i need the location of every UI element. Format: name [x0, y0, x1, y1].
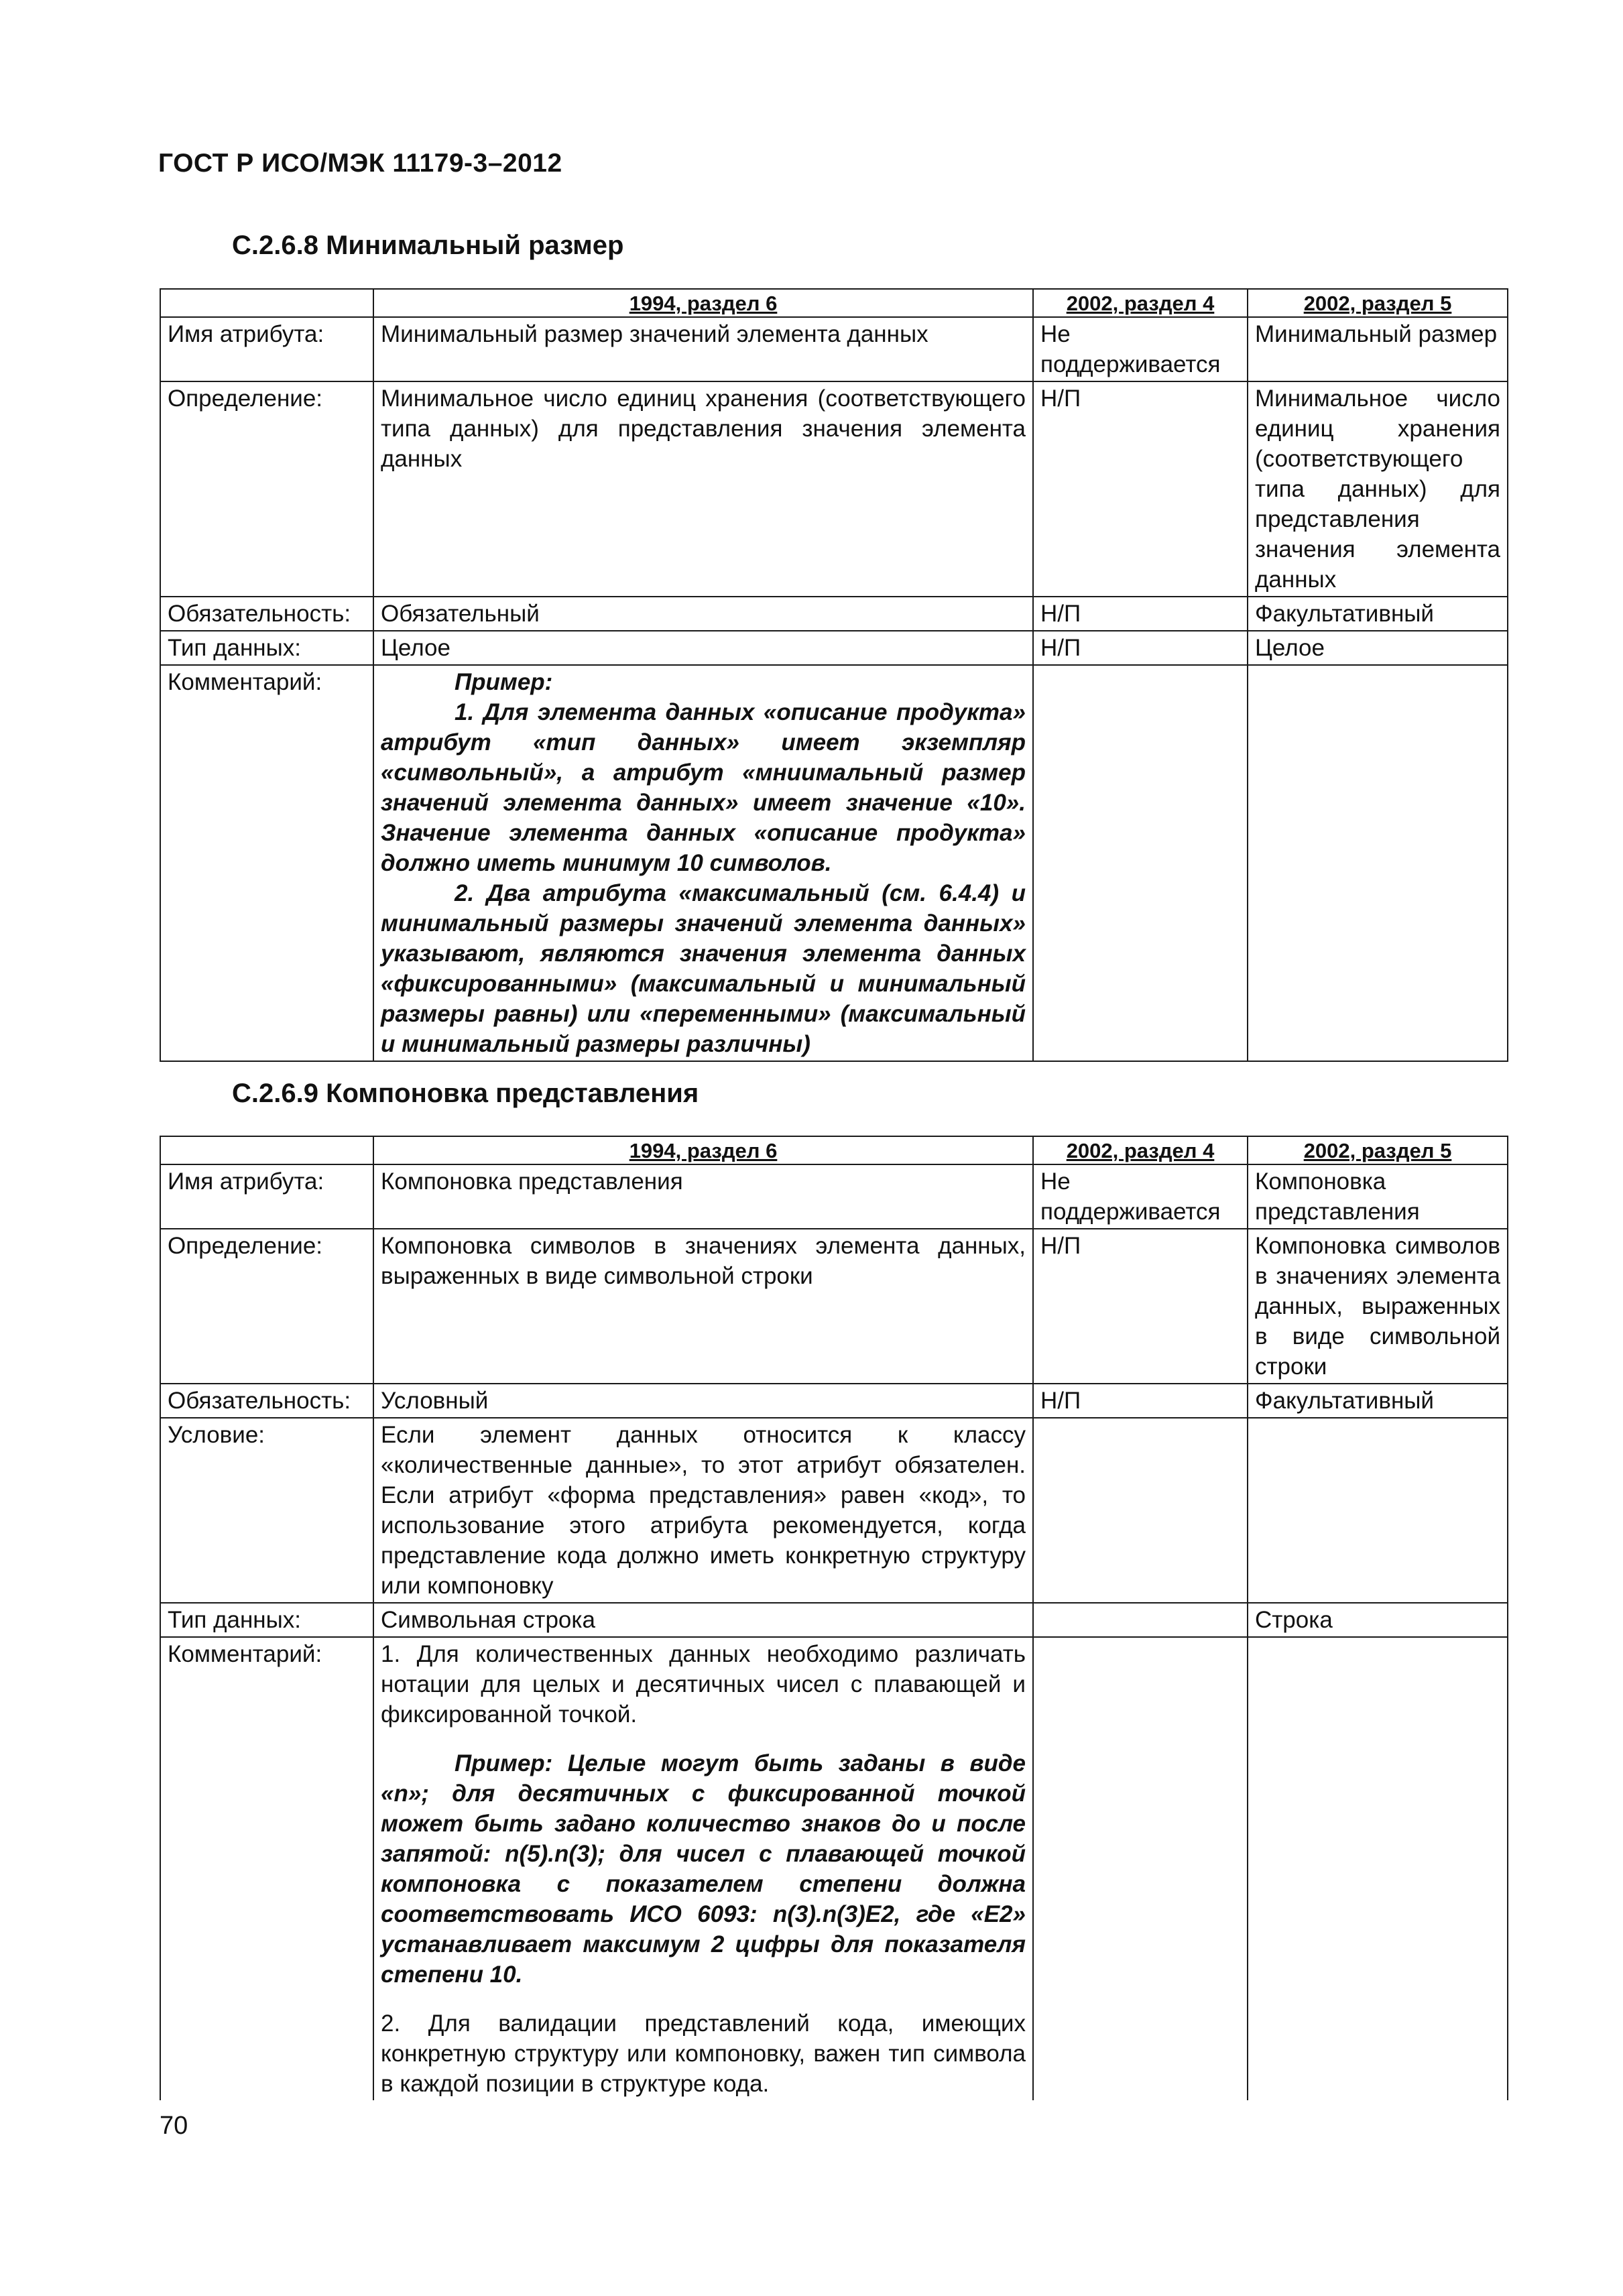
table-row-attribute-name: [160, 317, 1508, 381]
row-label: Тип данных:: [160, 631, 373, 665]
cell-2002-4: Не поддерживается: [1033, 317, 1248, 381]
example-paragraph-2: 2. Два атрибута «максимальный (см. 6.4.4) и минимальный размеры значений элемента данных» указывают, являются значения элемента данных «фиксированными» (максимальный и минимальный размеры равны) или «переменными» (максимальный и минимальный размеры различны): [381, 880, 1026, 1057]
header-cell-2002-5: 2002, раздел 5: [1248, 289, 1508, 317]
row-label: Комментарий:: [160, 1637, 373, 2100]
cell-2002-5: [1248, 1418, 1508, 1603]
cell-1994: Компоновка символов в значениях элемента данных, выраженных в виде символьной строки: [373, 1229, 1033, 1384]
cell-2002-4: [1033, 665, 1248, 1061]
cell-2002-4: Н/П: [1033, 597, 1248, 631]
table-row-comment: [160, 1637, 1508, 2100]
cell-1994: Минимальный размер значений элемента данных: [373, 317, 1033, 381]
cell-2002-5: Компоновка символов в значениях элемента данных, выраженных в виде символьной строки: [1248, 1229, 1508, 1384]
section-title-min-size: С.2.6.8 Минимальный размер: [232, 231, 624, 260]
header-cell-2002-4: 2002, раздел 4: [1033, 289, 1248, 317]
header-cell-2002-5: 2002, раздел 5: [1248, 1136, 1508, 1164]
cell-1994: Если элемент данных относится к классу «количественные данные», то этот атрибут обязателен. Если атрибут «форма представления» равен «код», то использование этого атрибута рекомендуется, когда представление кода должно иметь конкретную структуру или компоновку: [373, 1418, 1033, 1603]
row-label: Обязательность:: [160, 1384, 373, 1418]
cell-1994: Условный: [373, 1384, 1033, 1418]
cell-2002-5: [1248, 665, 1508, 1061]
cell-1994: [373, 1637, 1033, 2100]
row-label: Комментарий:: [160, 665, 373, 1061]
row-label: Тип данных:: [160, 1603, 373, 1637]
table-header-row: [160, 1136, 1508, 1164]
cell-2002-5: Минимальное число единиц хранения (соответствующего типа данных) для представления значения элемента данных: [1248, 381, 1508, 597]
header-cell-empty: [160, 289, 373, 317]
row-label: Имя атрибута:: [160, 317, 373, 381]
attribute-table-min-size: [160, 288, 1508, 1062]
cell-2002-5: Строка: [1248, 1603, 1508, 1637]
attribute-table-representation-layout: [160, 1136, 1508, 2100]
example-paragraph-1: 1. Для элемента данных «описание продукта» атрибут «тип данных» имеет экземпляр «символьный», а атрибут «мниимальный размер значений элемента данных» имеет значение «10». Значение элемента данных «описание продукта» должно иметь минимум 10 символов.: [381, 699, 1026, 876]
table-row-datatype: [160, 1603, 1508, 1637]
cell-2002-5: Минимальный размер: [1248, 317, 1508, 381]
cell-1994: Компоновка представления: [373, 1164, 1033, 1229]
cell-2002-4: [1033, 1418, 1248, 1603]
cell-2002-5: [1248, 1637, 1508, 2100]
table-header-row: [160, 289, 1508, 317]
comment-paragraph-2: 2. Для валидации представлений кода, имеющих конкретную структуру или компоновку, важен тип символа в каждой позиции в структуре кода.: [381, 2010, 1026, 2097]
table-row-definition: [160, 381, 1508, 597]
row-label: Имя атрибута:: [160, 1164, 373, 1229]
table-row-definition: [160, 1229, 1508, 1384]
row-label: Условие:: [160, 1418, 373, 1603]
header-cell-2002-4: 2002, раздел 4: [1033, 1136, 1248, 1164]
cell-2002-4: Не поддерживается: [1033, 1164, 1248, 1229]
page-number: 70: [160, 2112, 188, 2140]
row-label: Определение:: [160, 1229, 373, 1384]
cell-1994: Минимальное число единиц хранения (соответствующего типа данных) для представления значения элемента данных: [373, 381, 1033, 597]
example-title: Пример:: [455, 669, 553, 695]
table-row-condition: [160, 1418, 1508, 1603]
cell-2002-4: [1033, 1637, 1248, 2100]
cell-2002-4: Н/П: [1033, 1384, 1248, 1418]
table-row-attribute-name: [160, 1164, 1508, 1229]
cell-1994: [373, 665, 1033, 1061]
header-cell-empty: [160, 1136, 373, 1164]
cell-2002-5: Целое: [1248, 631, 1508, 665]
table-row-obligation: [160, 597, 1508, 631]
cell-1994: Символьная строка: [373, 1603, 1033, 1637]
header-cell-1994: 1994, раздел 6: [373, 289, 1033, 317]
table-row-comment: [160, 665, 1508, 1061]
cell-2002-5: Компоновка представления: [1248, 1164, 1508, 1229]
cell-2002-4: Н/П: [1033, 1229, 1248, 1384]
header-cell-1994: 1994, раздел 6: [373, 1136, 1033, 1164]
cell-2002-5: Факультативный: [1248, 597, 1508, 631]
cell-2002-4: Н/П: [1033, 631, 1248, 665]
cell-1994: Целое: [373, 631, 1033, 665]
document-code-header: ГОСТ Р ИСО/МЭК 11179-3–2012: [158, 149, 562, 178]
row-label: Определение:: [160, 381, 373, 597]
cell-2002-4: Н/П: [1033, 381, 1248, 597]
table-row-datatype: [160, 631, 1508, 665]
cell-1994: Обязательный: [373, 597, 1033, 631]
cell-2002-5: Факультативный: [1248, 1384, 1508, 1418]
comment-example: Пример: Целые могут быть заданы в виде «n»; для десятичных с фиксированной точкой может быть задано количество знаков до и после запятой: n(5).n(3); для чисел с плавающей точкой компоновка с показателем степени должна соответствовать ИСО 6093: n(3).n(3)E2, где «E2» устанавливает максимум 2 цифры для показателя степени 10.: [381, 1750, 1026, 1988]
cell-2002-4: [1033, 1603, 1248, 1637]
comment-paragraph-1: 1. Для количественных данных необходимо различать нотации для целых и десятичных чисел с плавающей и фиксированной точкой.: [381, 1641, 1026, 1728]
row-label: Обязательность:: [160, 597, 373, 631]
section-title-representation-layout: С.2.6.9 Компоновка представления: [232, 1079, 699, 1108]
table-row-obligation: [160, 1384, 1508, 1418]
